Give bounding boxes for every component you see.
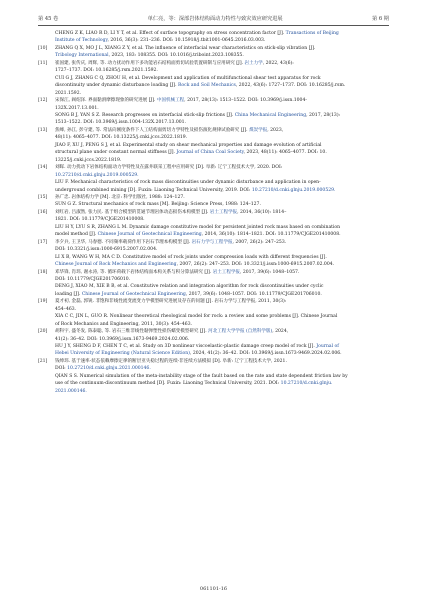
reference-text: CHENG Z K, LIAO R D, LI Y T, et al. Effect of surface topography on stress concentration factor [J].	[55, 31, 286, 36]
reference-entry	[38, 97, 389, 127]
reference-line	[55, 313, 389, 320]
reference-text: CUI G J, ZHANG C Q, ZHOU H, et al. Development and application of multifunctional shear test apparatus for rock	[55, 75, 321, 81]
journal-link[interactable]: Hebei University of Engineering (Natural Science Edition)	[55, 351, 190, 357]
journal-link[interactable]: 岩土工程学报	[212, 269, 240, 275]
reference-line	[55, 350, 389, 357]
reference-number: [17]	[38, 239, 48, 245]
reference-text: 132X.2017.13.001.	[55, 105, 99, 111]
running-title: 单仁亮，等：深部岩体结构面动力特性与致灾效应研究进展	[147, 15, 283, 22]
reference-number: [13]	[38, 127, 48, 133]
reference-text: , 2023, 183: 108355. DOI: 10.1016/j.triboint.2023.108355.	[108, 53, 244, 59]
page-number: 061101-16	[199, 586, 228, 592]
reference-line	[55, 254, 389, 261]
journal-link[interactable]: Transactions of Beijing	[285, 31, 339, 36]
journal-link[interactable]: Chinese Journal of Geotechnical Engineering	[97, 232, 202, 238]
reference-line	[55, 45, 389, 52]
reference-line	[55, 336, 389, 343]
journal-link[interactable]: 岩石力学与工程学报	[191, 239, 233, 245]
reference-line	[55, 134, 389, 141]
journal-link[interactable]: 河北工程大学学报 (自然科学版)	[208, 329, 273, 335]
reference-text: 454–463.	[55, 306, 77, 312]
reference-text: , 2016, 36(3): 231–236. DOI: 10.15918/j.tbit1001-0645.2016.03.003.	[107, 38, 266, 44]
journal-link[interactable]: Journal of China Coal Society	[176, 150, 244, 156]
reference-text: model method [J].	[55, 232, 98, 238]
reference-line	[55, 90, 389, 97]
reference-line	[55, 194, 389, 201]
reference-line	[55, 358, 389, 365]
reference-line	[55, 283, 389, 290]
reference-text: 刘晖. 动力扰动下岩体结构面动力学特性及在露井联采工程中应用研究 [D]. 阜新: 辽宁工程技术大学, 2020. DOI:	[55, 165, 283, 171]
reference-line	[55, 216, 389, 223]
reference-line	[55, 164, 389, 171]
reference-text: 焦峰, 孙江, 彭守建, 等. 常法向刚度条件下人工结构面剪切力学特性及损伤演化规律试验研究 [J].	[55, 127, 250, 133]
reference-text: of Rock Mechanics and Engineering, 2011, 30(3): 454–463.	[55, 321, 193, 327]
reference-entry	[38, 30, 389, 45]
reference-text: , 2024, 41(2): 36–42. DOI: 10.3969/j.issn.1673-9469.2024.02.006.	[189, 351, 342, 357]
reference-number: [20]	[38, 329, 48, 335]
reference-text: SONG B J, YAN S Z. Research progresses on interfacial stick-slip frictions [J].	[55, 112, 235, 118]
reference-text: 胡科宇, 盛冬发, 陈泰聪, 等. 岩石三维非线性黏弹塑性损伤蠕变模型研究 [J].	[55, 329, 209, 335]
reference-text: , 2023,	[267, 127, 284, 133]
reference-line	[55, 291, 389, 298]
reference-line	[55, 142, 389, 149]
reference-line	[55, 157, 389, 164]
reference-text: 崔国建, 张传庆, 周辉, 等. 动力扰动作用下多功能岩石结构面剪切试验装置研制与应用研究 [J].	[55, 60, 245, 66]
journal-link[interactable]: 2021.000146.	[55, 388, 87, 394]
reference-line	[55, 112, 389, 119]
reference-line	[55, 261, 389, 268]
journal-link[interactable]: Journal of	[316, 344, 339, 350]
reference-text: JIAO F, XU J, PENG S J, et al. Experimental study on shear mechanical properties and damage evolution of artificial	[55, 142, 322, 148]
reference-entry	[38, 45, 389, 60]
reference-text: DOI: 10.3321/j.issn:1000-6915.2007.02.004.	[55, 247, 158, 253]
reference-text: , 2023, 48(11): 4065–4077. DOI: 10.	[243, 150, 327, 156]
reference-text: LIU F. Mechanical characteristics of rock mass discontinuities under dynamic disturbance and application in open-	[55, 180, 321, 186]
reference-text: 1727–1737. DOI: 10.16285/j.rsm.2021.1592.	[55, 68, 158, 74]
reference-line	[55, 179, 389, 186]
reference-line	[55, 201, 389, 208]
volume-label: 第 45 卷	[38, 15, 59, 22]
reference-entry	[38, 328, 389, 358]
reference-text: DOI:	[55, 366, 68, 372]
reference-line	[55, 75, 389, 82]
reference-line	[55, 172, 389, 179]
reference-text: , 2007, 26(2): 247–253.	[232, 239, 287, 245]
reference-number: [18]	[38, 269, 48, 275]
reference-entry	[38, 194, 389, 209]
reference-entry	[38, 127, 389, 164]
reference-text: loading [J].	[55, 291, 82, 297]
journal-link[interactable]: Institute of Technology	[55, 38, 108, 44]
reference-line	[55, 209, 389, 216]
reference-text: underground combined mining [D]. Fuxin: Liaoning Technical University, 2019. DOI:	[55, 187, 252, 193]
issue-label: 第 6 期	[372, 15, 389, 22]
reference-text: HU J Y, SHENG D F, CHEN T C, et al. Study on 3D nonlinear viscoelastic-plastic damage creep model of rock [J].	[55, 344, 317, 350]
reference-text: 钱绅玮. 基于速率-状态依赖摩擦定律的断层亚失稳过程的连续-非连续方法模拟 [D]. 阜新: 辽宁工程技术大学, 2021.	[55, 358, 287, 364]
reference-text: discontinuity under dynamic disturbance loading [J].	[55, 83, 178, 89]
reference-line	[55, 239, 389, 246]
reference-text: , 2017, 28(13):	[306, 112, 341, 118]
reference-text: 李夕兵, 王卫华, 马春德. 不同频率载荷作用下岩石节理本构模型 [J].	[55, 239, 192, 245]
journal-link[interactable]: 岩土力学	[244, 60, 263, 66]
reference-line	[55, 365, 389, 372]
reference-number: [19]	[38, 299, 48, 305]
reference-text: 孙广忠. 岩体结构力学 [M]. 北京: 科学出版社, 1988: 124–127.	[55, 194, 185, 200]
reference-text: , 2007, 26(2): 247–253. DOI: 10.3321/j.issn:1000-6915.2007.02.004.	[176, 262, 335, 268]
reference-text: 1513–1522. DOI: 10.3969/j.issn.1004-132X.2017.13.001.	[55, 120, 186, 126]
reference-text: 宋保江, 阎绍泽. 界面黏滑摩擦现象的研究进展 [J].	[55, 98, 157, 104]
reference-line	[55, 224, 389, 231]
reference-text: SUN G Z. Structural mechanics of rock mass [M]. Beijing: Science Press, 1988: 124–127.	[55, 202, 261, 208]
reference-text: 2021.1592.	[55, 90, 82, 96]
reference-number: [11]	[38, 60, 48, 66]
reference-line	[55, 187, 389, 194]
reference-line	[55, 373, 389, 380]
reference-number: [15]	[38, 194, 48, 200]
running-header	[38, 12, 389, 24]
reference-line	[55, 82, 389, 89]
reference-text: 41(2): 36–42. DOI: 10.3969/j.issn.1673-9469.2024.02.006.	[55, 336, 190, 342]
reference-entry	[38, 239, 389, 269]
reference-text: , 2017, 28(13): 1513–1522. DOI: 10.3969/j.issn.1004-	[184, 98, 307, 104]
reference-text: , 2024,	[272, 329, 289, 335]
reference-text: DOI: 10.11779/CJGE201706010.	[55, 276, 131, 282]
reference-number: [14]	[38, 165, 48, 171]
header-rule	[38, 25, 389, 26]
reference-text: , 2017, 39(6): 1048–1057.	[239, 269, 300, 275]
reference-text: 邓华锋, 肖玮, 谢永涛, 等. 循环荷载下岩体结构面本构关系与积分算法研究 [J].	[55, 269, 213, 275]
reference-text: 夏才初, 金磊, 郭锐. 非饱和非线性流变流变力学模型研究进展及存在的问题 [J]. 岩石力学与工程学报, 2011, 30(3):	[55, 299, 287, 305]
reference-line	[55, 298, 389, 305]
reference-text: LI X B, WANG W H, MA C D. Constitutive model of rock joints under compression loads with different frequencies [J].	[55, 254, 327, 260]
reference-line	[55, 149, 389, 156]
reference-line	[55, 30, 389, 37]
journal-link[interactable]: China Mechanical Engineering	[234, 112, 307, 118]
reference-number: [12]	[38, 98, 48, 104]
reference-text: ZHANG Q X, MO J L, XIANG Z Y, et al. The influence of interfacial wear characteristics on stick-slip vibration [J].	[55, 45, 316, 51]
reference-entry	[38, 358, 389, 395]
reference-line	[55, 306, 389, 313]
reference-number: [16]	[38, 209, 48, 215]
reference-text: , 2022, 43(6): 1727–1737. DOI: 10.16285/j.rsm.	[235, 83, 346, 89]
reference-entry	[38, 164, 389, 194]
journal-link[interactable]: 中国机械工程	[156, 98, 185, 104]
reference-list	[38, 30, 389, 395]
reference-text: 刘红岩, 吕淑然, 张力民. 基于组合模型的贯通节理岩体动态损伤本构模型 [J].	[55, 209, 210, 215]
reference-entry	[38, 269, 389, 299]
reference-line	[55, 343, 389, 350]
reference-line	[55, 231, 389, 238]
page-footer	[0, 586, 427, 592]
journal-link[interactable]: 10.27210/d.cnki.glnju.2019.000529.	[251, 187, 336, 193]
reference-text: DENG J, XIAO M, XIE B B, et al. Constitutive relation and integration algorithm for rock discontinuities under cyclic	[55, 284, 324, 290]
journal-link[interactable]: Chinese Journal of Rock Mechanics and Engineering	[55, 262, 177, 268]
reference-line	[55, 269, 389, 276]
reference-line	[55, 60, 389, 67]
reference-number: [10]	[38, 45, 48, 51]
reference-text: , 2014, 36(10): 1814–1821. DOI: 10.11779/CJGE201410008.	[201, 232, 341, 238]
reference-entry	[38, 298, 389, 328]
reference-line	[55, 388, 389, 395]
reference-line	[55, 105, 389, 112]
reference-text: , 2022, 43(6):	[262, 60, 294, 66]
reference-number	[38, 30, 55, 45]
reference-line	[55, 246, 389, 253]
journal-link[interactable]: 煤炭学报	[249, 127, 268, 133]
reference-text: 48(11): 4065–4077. DOI: 10.13225/j.cnki.jccs.2022.1819.	[55, 135, 188, 141]
journal-link[interactable]: 10.27210/d.cnki.glnju.2019.000529.	[55, 172, 139, 178]
reference-text: QIAN S S. Numerical simulation of the meta-instability stage of the fault based on the rate and state dependent friction law by	[55, 373, 348, 379]
reference-text: 1821. DOI: 10.11779/CJGE201410008.	[55, 217, 145, 223]
journal-link[interactable]: 岩土工程学报	[209, 209, 238, 215]
reference-line	[55, 127, 389, 134]
reference-text: , 2014, 36(10): 1814–	[237, 209, 287, 215]
journal-link[interactable]: 10.27210/d.cnki.glnju.2021.000146.	[67, 366, 151, 372]
reference-line	[55, 67, 389, 74]
reference-line	[55, 328, 389, 335]
reference-text: 13225/j.cnki.jccs.2022.1819.	[55, 157, 122, 163]
reference-line	[55, 380, 389, 387]
reference-line	[55, 37, 389, 44]
reference-line	[55, 97, 389, 104]
reference-line	[55, 321, 389, 328]
journal-link[interactable]: Chinese Journal of Geotechnical Engineering	[81, 291, 186, 297]
reference-text: use of the continuum-discontinuum method [D]. Fuxin: Liaoning Technical University, 2021. DOI:	[55, 381, 281, 387]
journal-link[interactable]: Tribology International	[55, 53, 109, 59]
journal-link[interactable]: 10.27210/d.cnki.glnju.	[280, 381, 333, 387]
reference-entry	[38, 60, 389, 97]
reference-text: , 2017, 39(6): 1048–1057. DOI: 10.11779/CJGE201706010.	[185, 291, 322, 297]
journal-link[interactable]: Rock and Soil Mechanics	[177, 83, 236, 89]
reference-entry	[38, 209, 389, 239]
reference-line	[55, 119, 389, 126]
reference-text: structural plane under constant normal stiffness [J].	[55, 150, 177, 156]
reference-line	[55, 276, 389, 283]
reference-number: [21]	[38, 358, 48, 364]
reference-text: XIA C C, JIN L, GUO R. Nonlinear theoretical rheological model for rock: a review and some problems [J]. Chinese Journal	[55, 314, 338, 320]
reference-text: LIU H Y, LYU S R, ZHANG L M. Dynamic damage constitutive model for persistent jointed rock mass based on combination	[55, 224, 341, 230]
reference-line	[55, 52, 389, 59]
